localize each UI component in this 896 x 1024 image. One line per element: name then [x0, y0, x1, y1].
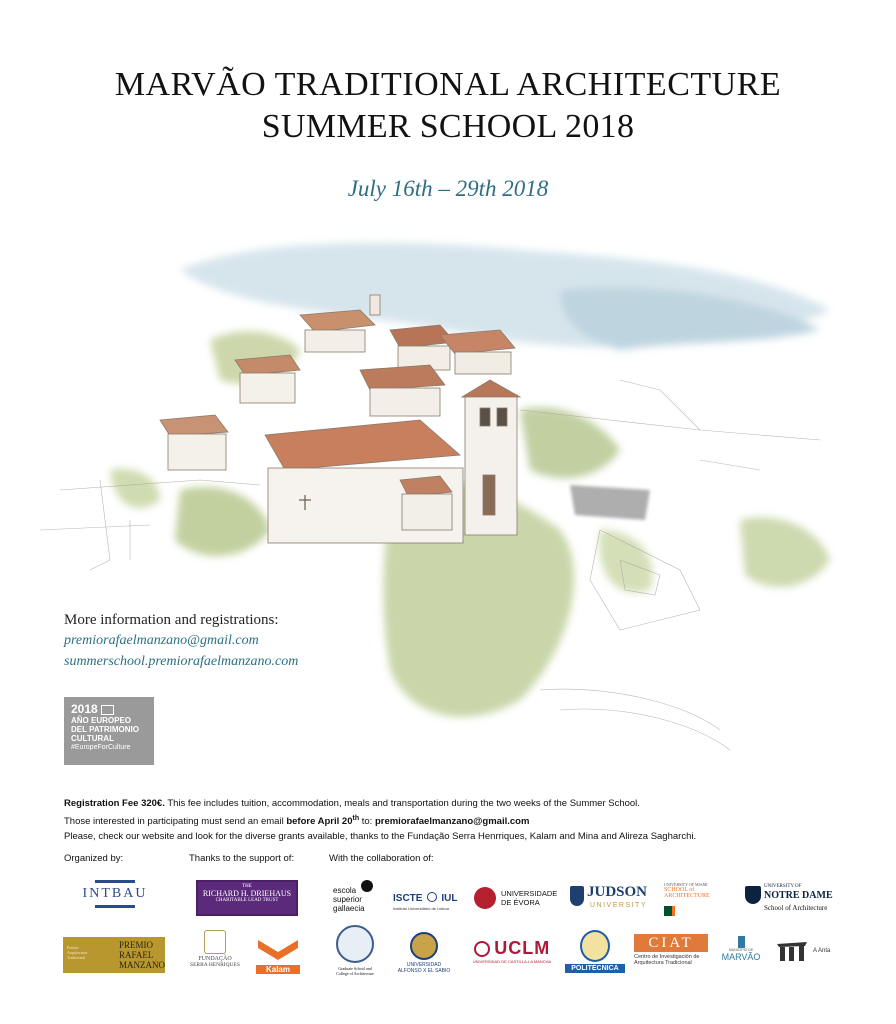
evora-logo [474, 885, 562, 915]
contact-email-link[interactable]: premiorafaelmanzano@gmail.com [64, 633, 259, 648]
marvao-text: MARVÃO [721, 952, 761, 962]
judson-logo [570, 884, 654, 916]
heritage-year: 2018 [71, 702, 98, 716]
registration-details [64, 796, 864, 844]
politecnica-seal-icon [580, 930, 610, 962]
driehaus-sub: CHARITABLE LEAD TRUST [215, 898, 279, 903]
a-anta-text: A Anta [813, 948, 831, 954]
miami-logo [664, 882, 734, 918]
escola-line1: escola [333, 886, 357, 895]
deadline-email-link[interactable]: premiorafaelmanzano@gmail.com [374, 816, 530, 828]
organized-by-label: Organized by: [64, 853, 124, 864]
uclm-text: UCLM [494, 938, 551, 958]
gsca-line2: College of Architecture [336, 971, 374, 976]
miami-line3: ARCHITECTURE [664, 893, 710, 899]
page-title: MARVÃO TRADITIONAL ARCHITECTURE [114, 66, 782, 103]
serra-henriques-logo [184, 930, 246, 980]
notre-dame-logo [745, 884, 835, 916]
deadline-date: before April 20th [286, 815, 360, 828]
marvao-municipality-logo [717, 936, 765, 972]
premio-small-2: Arquitectura [67, 950, 88, 955]
deadline-line [64, 811, 864, 829]
iscte-subtitle: Instituto Universitário de Lisboa [393, 906, 449, 911]
miami-line1: UNIVERSITY OF MIAMI [664, 882, 708, 887]
driehaus-name: RICHARD H. DRIEHAUS [202, 889, 292, 898]
alfonso-line2: ALFONSO X EL SABIO [397, 968, 451, 974]
alfonso-x-logo [392, 932, 456, 976]
thanks-label: Thanks to the support of: [189, 853, 295, 864]
driehaus-logo [196, 880, 298, 916]
gsca-line1: Graduate School and [338, 966, 372, 971]
eu-flag-icon [101, 705, 114, 715]
marvao-tower-icon [738, 936, 745, 948]
premio-line2: RAFAEL [119, 950, 154, 960]
premio-small-1: Premio [67, 945, 79, 950]
european-heritage-badge [64, 697, 154, 765]
kalam-logo [256, 938, 300, 972]
evora-line1: UNIVERSIDADE [501, 889, 558, 898]
gsca-seal-icon [336, 925, 374, 963]
fee-description: This fee includes tuition, accommodation, meals and transportation during the two weeks of the Summer School. [164, 798, 640, 809]
deadline-text: Those interested in participating must send an email [64, 816, 287, 828]
iscte-text: ISCTE [393, 893, 423, 904]
gsca-logo [330, 925, 380, 983]
serra-emblem-icon [204, 930, 226, 954]
nd-line2: NOTRE DAME [764, 890, 833, 901]
premio-rafael-manzano-logo [63, 937, 165, 973]
uclm-subtitle: UNIVERSIDAD DE CASTILLA-LA MANCHA [472, 959, 552, 964]
intbau-bar-top [95, 880, 135, 883]
intbau-bar-bottom [95, 905, 135, 908]
serra-line2: SERRA HENRIQUES [190, 962, 240, 968]
ciat-text: CIAT [634, 934, 708, 952]
marvao-small: MUNICÍPIO DE [728, 948, 754, 952]
politecnica-logo [565, 930, 625, 980]
info-heading: More information and registrations: [64, 612, 279, 628]
uclm-logo [463, 938, 561, 972]
judson-shield-icon [570, 886, 584, 906]
nd-line1: UNIVERSITY OF [764, 884, 802, 889]
ciat-logo [634, 934, 714, 972]
dolmen-icon [775, 938, 809, 962]
alfonso-seal-icon [410, 932, 438, 960]
deadline-to: to: [359, 816, 375, 828]
driehaus-small: THE [242, 884, 252, 889]
event-dates: July 16th – 29th 2018 [347, 176, 549, 201]
escola-mark-icon [361, 880, 373, 892]
escola-gallaecia-logo [333, 880, 383, 924]
grants-line: Please, check our website and look for the diverse grants available, thanks to the Fundação Serra Henrriques, Kalam and Mina and Alireza Sagharchi. [64, 831, 697, 843]
nd-line3: School of Architecture [764, 904, 828, 912]
iscte-circle-icon [427, 892, 437, 902]
collaboration-label: With the collaboration of: [329, 853, 434, 864]
fee-line [64, 796, 864, 811]
fee-amount: Registration Fee 320€. [64, 798, 165, 809]
page-subtitle: SUMMER SCHOOL 2018 [261, 108, 635, 145]
escola-line2: superior [333, 895, 362, 904]
heritage-hashtag: #EuropeForCulture [71, 744, 131, 751]
politecnica-text: POLITÉCNICA [565, 964, 625, 973]
heritage-line3: CULTURAL [71, 734, 114, 743]
notre-dame-seal-icon [745, 886, 761, 904]
uclm-emblem-icon [474, 941, 490, 957]
heritage-line1: AÑO EUROPEO [71, 716, 132, 725]
escola-line3: gallaecia [333, 904, 365, 913]
premio-line1: PREMIO [119, 940, 154, 950]
website-link[interactable]: summerschool.premiorafaelmanzano.com [64, 654, 299, 669]
judson-text: JUDSON [587, 884, 648, 900]
kalam-text: Kalam [256, 965, 300, 974]
premio-line3: MANZANO [119, 960, 165, 970]
premio-small-3: Tradicional [67, 955, 86, 960]
iscte-logo [393, 888, 465, 918]
alfonso-line1: UNIVERSIDAD [406, 962, 442, 968]
heritage-line2: DEL PATRIMONIO [71, 725, 139, 734]
miami-u-icon [664, 906, 675, 916]
kalam-chevron-icon [256, 938, 300, 960]
serra-line1: FUNDAÇÃO [198, 956, 232, 962]
evora-emblem-icon [474, 887, 496, 909]
evora-line2: DE ÉVORA [501, 898, 540, 907]
ciat-line2: Arquitectura Tradicional [634, 960, 692, 966]
intbau-text: INTBAU [82, 886, 148, 901]
a-anta-logo [775, 938, 835, 968]
iul-text: IUL [441, 893, 458, 904]
judson-subtitle: UNIVERSITY [590, 902, 648, 909]
miami-line2: SCHOOL of [664, 887, 695, 893]
intbau-logo [70, 880, 160, 922]
ciat-line1: Centro de Investigación de [634, 954, 700, 960]
